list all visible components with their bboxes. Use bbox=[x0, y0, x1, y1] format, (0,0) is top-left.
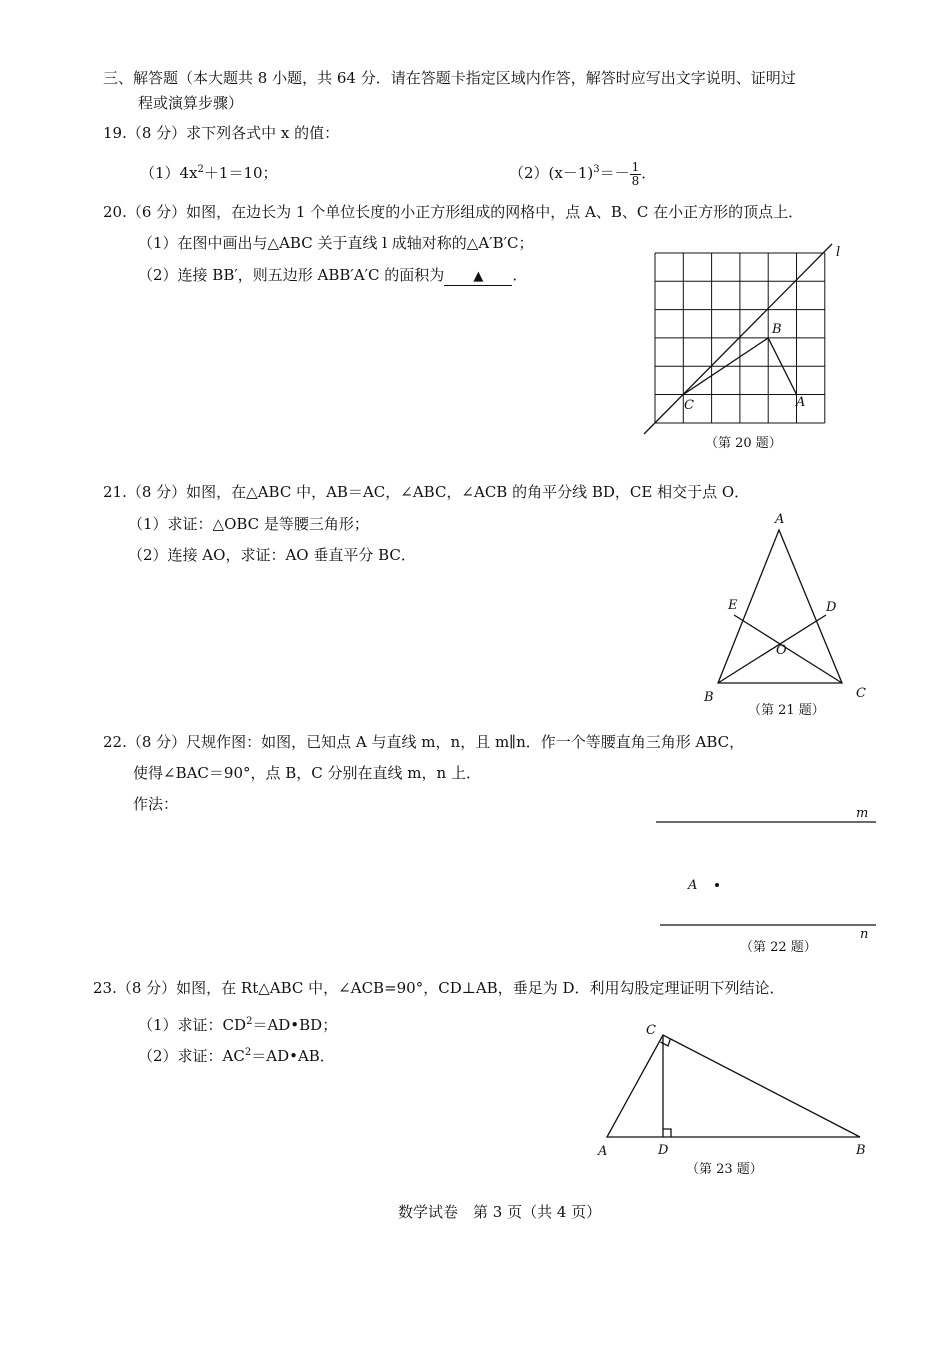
q23-part2-suffix: ＝AD•AB． bbox=[251, 1047, 335, 1065]
q21-label-c: C bbox=[856, 686, 866, 701]
q21-triangle-figure bbox=[690, 505, 890, 705]
q23-label-a: A bbox=[598, 1144, 608, 1159]
q23-triangle-abc bbox=[607, 1035, 860, 1137]
q20-label-c: C bbox=[684, 398, 694, 413]
q21-part2: （2）连接 AO，求证：AO 垂直平分 BC． bbox=[128, 546, 416, 564]
q21-label-e: E bbox=[728, 598, 738, 613]
q19-stem: 19.（8 分）求下列各式中 x 的值： bbox=[103, 124, 340, 142]
q21-label-o: O bbox=[776, 643, 787, 658]
q20-part2-end: ． bbox=[512, 266, 528, 284]
q19-part1-prefix: （1）4x bbox=[140, 164, 198, 182]
q22-figure bbox=[650, 800, 890, 945]
section-heading-line2: 程或演算步骤） bbox=[138, 94, 244, 112]
q23-part1 bbox=[138, 1012, 337, 1035]
q23-part2-exponent: 2 bbox=[244, 1047, 252, 1058]
q19-part1 bbox=[140, 160, 278, 183]
q20-part2-text: （2）连接 BB′，则五边形 ABB′A′C 的面积为 bbox=[138, 266, 445, 284]
q19-part2 bbox=[509, 152, 656, 191]
q20-label-a: A bbox=[796, 395, 806, 410]
q21-label-a: A bbox=[775, 512, 785, 527]
q21-caption: （第 21 题） bbox=[748, 703, 825, 718]
q21-stem: 21.（8 分）如图，在△ABC 中，AB＝AC，∠ABC，∠ACB 的角平分线 BD，CE 相交于点 O． bbox=[103, 483, 750, 501]
q22-label-m: m bbox=[856, 806, 869, 821]
q19-part1-exponent: 2 bbox=[197, 164, 204, 175]
q23-part1-prefix: （1）求证：CD bbox=[138, 1016, 247, 1034]
q23-part1-suffix: ＝AD•BD； bbox=[252, 1016, 338, 1034]
section-heading-line1: 三、解答题（本大题共 8 小题，共 64 分．请在答题卡指定区域内作答，解答时应写出文字说明、证明过 bbox=[103, 69, 796, 87]
q19-part2-exponent: 3 bbox=[593, 164, 600, 175]
q19-part2-end: ． bbox=[641, 164, 657, 182]
q22-line2: 使得∠BAC＝90°，点 B，C 分别在直线 m，n 上． bbox=[133, 764, 481, 782]
q23-label-d: D bbox=[658, 1143, 669, 1158]
q22-caption: （第 22 题） bbox=[740, 940, 817, 955]
q22-method-label: 作法： bbox=[133, 795, 179, 813]
q22-label-n: n bbox=[860, 927, 869, 942]
q22-label-a: A bbox=[688, 878, 698, 893]
q20-answer-blank: ▲ bbox=[444, 269, 512, 286]
q21-segment-ce bbox=[734, 615, 842, 683]
q23-label-b: B bbox=[856, 1143, 866, 1158]
q21-segment-bd bbox=[718, 615, 826, 683]
q21-label-d: D bbox=[826, 600, 837, 615]
q23-right-angle-c bbox=[661, 1039, 671, 1047]
q21-label-b: B bbox=[704, 690, 714, 705]
page-footer: 数学试卷 第 3 页（共 4 页） bbox=[398, 1203, 602, 1221]
q20-label-l: l bbox=[836, 245, 841, 260]
q20-stem: 20.（6 分）如图，在边长为 1 个单位长度的小正方形组成的网格中，点 A、B、C 在小正方形的顶点上． bbox=[103, 203, 804, 221]
q23-figure bbox=[590, 1015, 880, 1165]
q22-stem: 22.（8 分）尺规作图：如图，已知点 A 与直线 m，n，且 m∥n．作一个等腰直角三角形 ABC， bbox=[103, 733, 745, 751]
q23-part1-exponent: 2 bbox=[246, 1016, 253, 1027]
q23-part2-prefix: （2）求证：AC bbox=[138, 1047, 245, 1065]
q19-part2-fraction bbox=[630, 161, 642, 188]
q19-part1-suffix: ＋1＝10； bbox=[203, 164, 278, 182]
q19-part2-prefix: （2）(x－1) bbox=[509, 164, 594, 182]
q19-part2-eq: ＝－ bbox=[599, 164, 630, 182]
q22-point-a bbox=[715, 883, 719, 887]
q23-stem: 23.（8 分）如图，在 Rt△ABC 中，∠ACB=90°，CD⊥AB，垂足为 D．利用勾股定理证明下列结论． bbox=[93, 979, 785, 997]
q23-caption: （第 23 题） bbox=[686, 1162, 763, 1177]
q20-grid-figure bbox=[630, 238, 860, 438]
q20-part1: （1）在图中画出与△ABC 关于直线 l 成轴对称的△A′B′C； bbox=[138, 234, 534, 252]
q19-fraction-denominator: 8 bbox=[631, 173, 640, 188]
q23-right-angle-d bbox=[663, 1129, 671, 1137]
q21-part1: （1）求证：△OBC 是等腰三角形； bbox=[128, 515, 369, 533]
q23-part2 bbox=[138, 1043, 335, 1066]
q20-part2 bbox=[138, 265, 527, 286]
q19-fraction-numerator: 1 bbox=[631, 159, 640, 174]
q23-label-c: C bbox=[646, 1023, 656, 1038]
q20-label-b: B bbox=[772, 322, 782, 337]
q20-caption: （第 20 题） bbox=[705, 436, 782, 451]
